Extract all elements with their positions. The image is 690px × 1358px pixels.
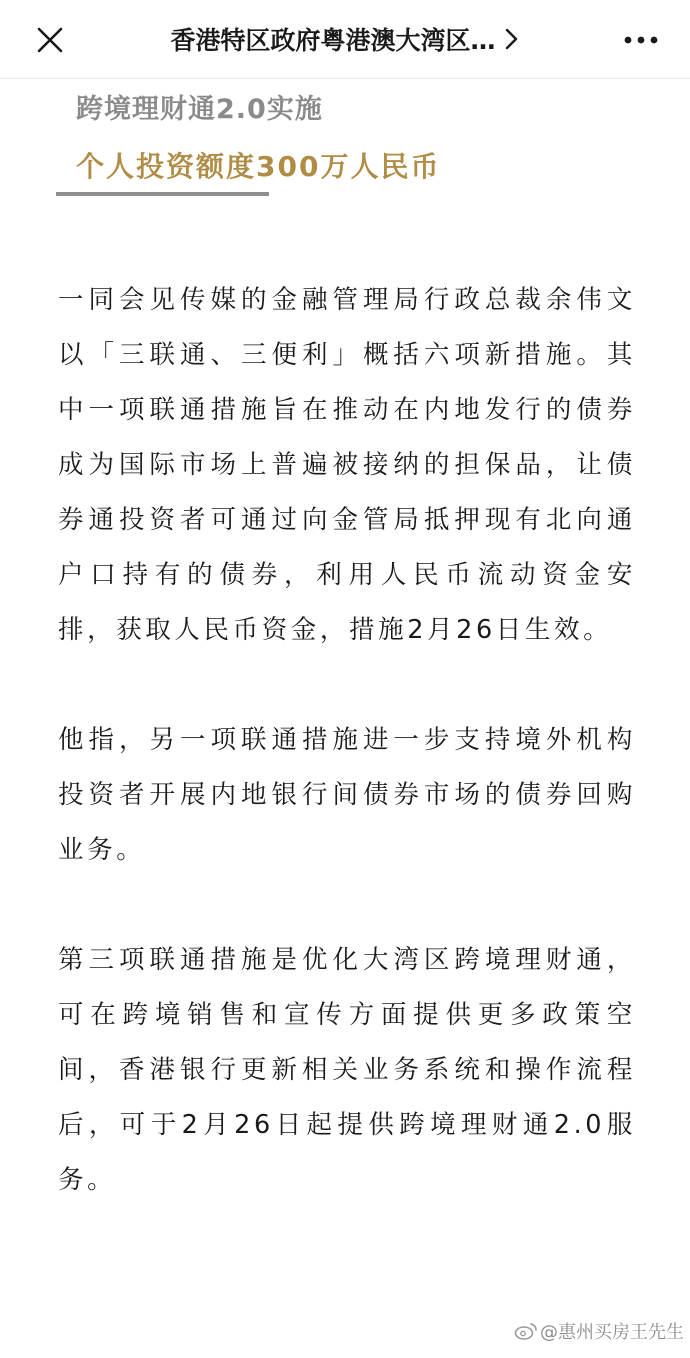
banner-headline: 个人投资额度300万人民币 (76, 150, 441, 183)
banner-subtitle: 跨境理财通2.0实施 (76, 94, 323, 125)
article-body (58, 273, 636, 1263)
banner-divider (56, 192, 269, 196)
article-banner (0, 79, 690, 209)
article-paragraph: 他指，另一项联通措施进一步支持境外机构投资者开展内地银行间债券市场的债券回购业务。 (58, 725, 636, 865)
more-options-button[interactable] (616, 20, 666, 60)
chevron-right-icon (504, 25, 520, 53)
weibo-icon (514, 1321, 538, 1341)
watermark-text: @惠州买房王先生 (540, 1322, 684, 1343)
top-navigation-bar (0, 0, 690, 79)
close-icon (30, 20, 70, 60)
watermark (514, 1318, 684, 1344)
account-title-link[interactable] (100, 0, 590, 78)
page-title: 香港特区政府粤港澳大湾区… (170, 26, 496, 55)
close-button[interactable] (30, 20, 70, 60)
article-paragraph: 一同会见传媒的金融管理局行政总裁余伟文以「三联通、三便利」概括六项新措施。其中一项联通措施旨在推动在内地发行的债券成为国际市场上普遍被接纳的担保品，让债券通投资者可通过向金管局抵押现有北向通户口持有的债券，利用人民币流动资金安排，获取人民币资金，措施2月26日生效。 (58, 285, 636, 645)
more-horizontal-icon (616, 20, 666, 60)
article-paragraph: 第三项联通措施是优化大湾区跨境理财通，可在跨境销售和宣传方面提供更多政策空间，香港银行更新相关业务系统和操作流程后，可于2月26日起提供跨境理财通2.0服务。 (58, 945, 636, 1195)
